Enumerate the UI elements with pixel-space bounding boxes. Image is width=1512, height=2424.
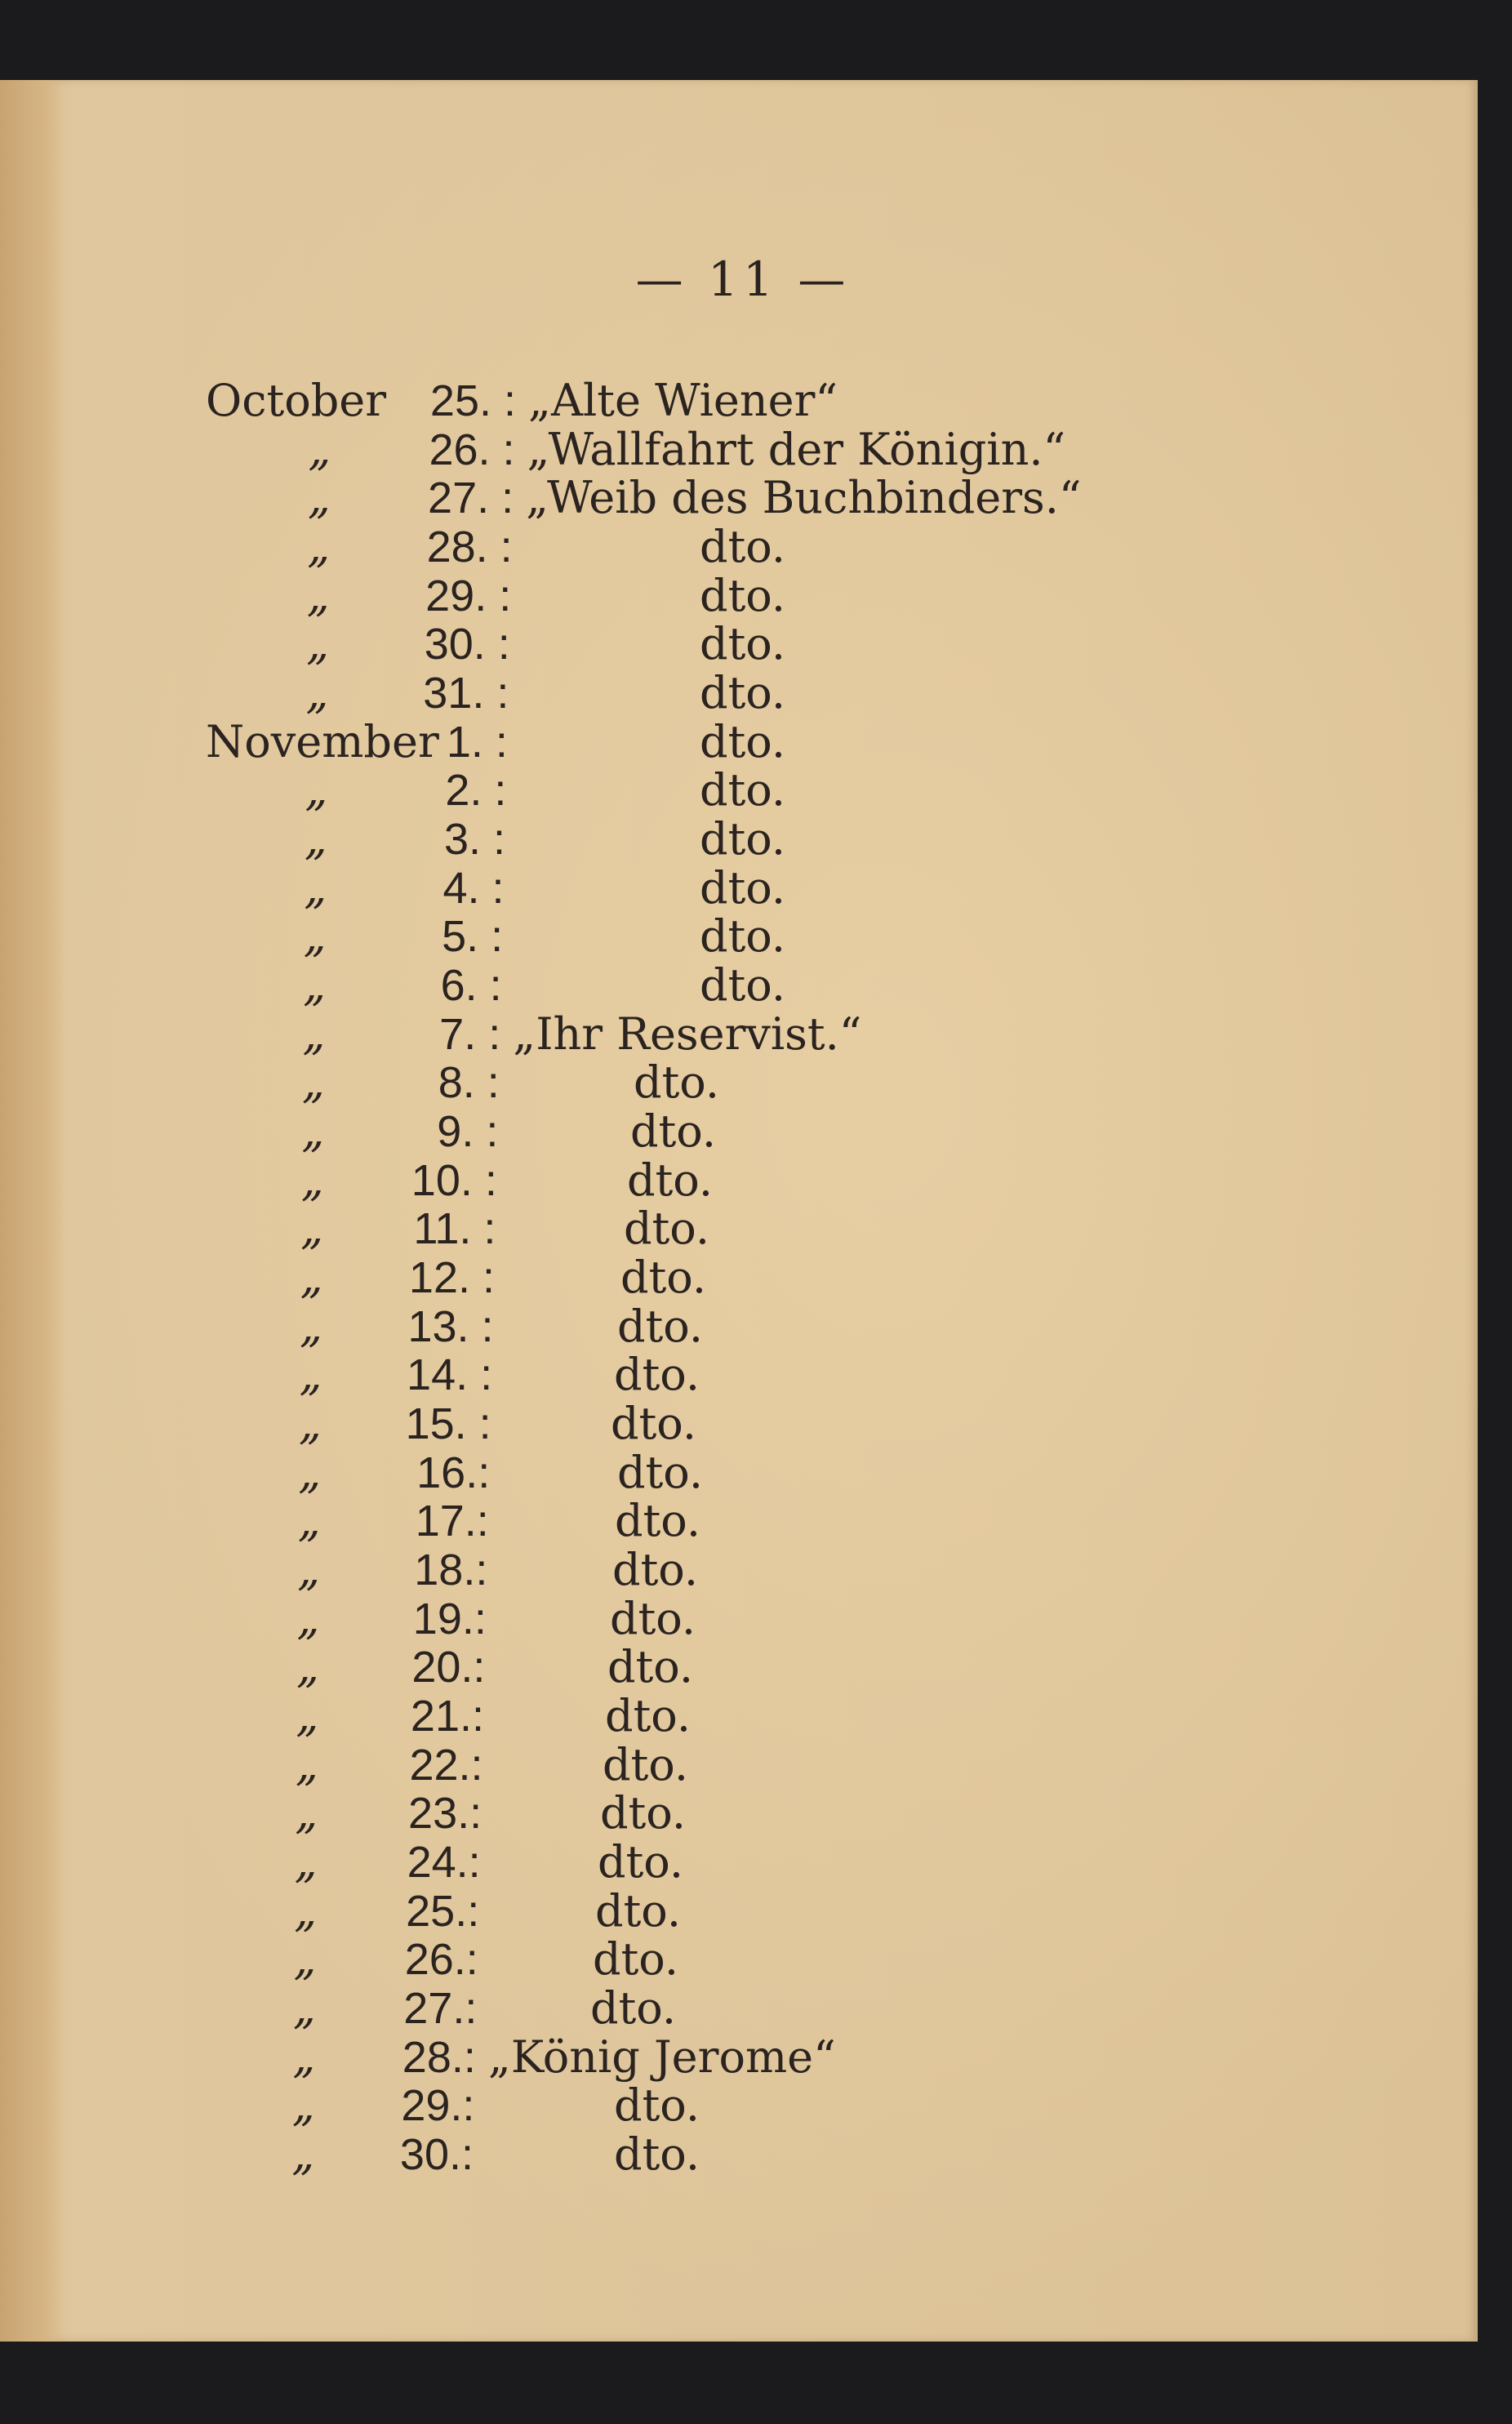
list-item [206,2128,1267,2180]
month-cell: „ [307,472,331,524]
day-cell: 20.: [411,1643,486,1692]
day-cell: 27. : [428,474,514,523]
page-number: — 11 — [635,251,851,307]
performance-title: „Weib des Buchbinders.“ [526,472,1082,524]
month-cell: „ [298,1398,322,1449]
day-cell: 4. : [442,863,505,913]
day-cell: 6. : [440,961,502,1010]
list-item [206,715,1267,767]
day-cell: 18.: [414,1546,488,1595]
performance-title: dto. [700,861,785,914]
day-cell: 28. : [426,523,513,572]
month-cell: „ [293,1933,317,1986]
performance-title: dto. [614,1349,700,1401]
day-cell: 14. : [407,1350,493,1400]
list-item [206,1254,1267,1301]
month-cell: „ [300,1300,322,1352]
day-cell: 13. : [407,1301,494,1351]
month-cell: „ [291,2128,315,2180]
day-cell: 10. : [411,1155,497,1205]
month-cell: „ [308,423,331,475]
month-cell: „ [301,1105,325,1157]
month-cell: „ [294,1884,318,1937]
day-cell: 30. : [424,620,510,669]
performance-title: dto. [614,2128,700,2180]
month-cell: October [206,375,387,426]
performance-title: dto. [700,715,785,767]
list-item [206,1497,1267,1545]
month-cell: „ [297,1544,321,1595]
list-item [206,523,1267,571]
performance-title: dto. [700,813,785,865]
list-item [206,669,1267,717]
day-cell: 29.: [401,2081,475,2131]
list-item [206,813,1267,865]
performance-title: „Alte Wiener“ [528,375,838,426]
month-cell: „ [306,569,330,621]
performance-title: dto. [700,618,785,670]
month-cell: „ [295,1738,318,1790]
performance-title: dto. [634,1056,719,1109]
day-cell: 24.: [407,1838,481,1887]
list-item [206,861,1267,914]
month-cell: „ [300,1154,324,1206]
performance-title: dto. [700,764,785,816]
list-item [206,620,1267,668]
list-item [206,1300,1267,1352]
performance-title: „Wallfahrt der Königin.“ [527,423,1066,475]
list-item [206,423,1267,475]
day-cell: 1. : [446,717,508,767]
performance-title: „Ihr Reservist.“ [513,1007,862,1060]
month-cell: November [206,715,439,767]
performance-title: dto. [603,1738,688,1790]
list-item [206,959,1267,1011]
list-item [206,474,1267,522]
list-item [206,1592,1267,1644]
day-cell: 2. : [445,766,507,816]
list-item [206,1203,1267,1255]
day-cell: 22.: [409,1740,483,1790]
list-item [206,2079,1267,2132]
month-cell: „ [295,1787,318,1839]
performance-title: dto. [615,1495,700,1547]
month-cell: „ [292,1982,316,2034]
performance-title: dto. [700,910,785,963]
month-cell: „ [300,1252,323,1303]
day-cell: 8. : [438,1058,500,1108]
performance-title: dto. [610,1592,696,1644]
list-item [206,1692,1267,1740]
list-item [206,1154,1267,1206]
list-item [206,910,1267,963]
month-cell: „ [298,1446,322,1498]
list-item [206,1884,1267,1937]
performance-title: dto. [700,959,785,1011]
performance-title: dto. [700,521,785,572]
day-cell: 26. : [429,425,515,474]
performance-title: dto. [700,569,785,621]
day-cell: 17.: [415,1497,489,1546]
list-item [206,1933,1267,1986]
day-cell: 19.: [412,1594,487,1643]
day-cell: 3. : [443,815,505,864]
day-cell: 31. : [423,669,509,718]
performance-title: „König Jerome“ [487,2030,836,2083]
day-cell: 28.: [402,2032,476,2082]
day-cell: 16.: [416,1448,491,1497]
performance-title: dto. [611,1398,696,1449]
list-item [206,1400,1267,1448]
performance-title: dto. [627,1154,713,1206]
performance-title: dto. [624,1203,709,1255]
list-item [206,1836,1267,1888]
day-cell: 25. : [429,376,516,425]
performance-title: dto. [605,1690,691,1741]
month-cell: „ [304,813,327,865]
day-cell: 11. : [413,1204,496,1254]
list-item [206,2030,1267,2083]
day-cell: 12. : [408,1253,495,1302]
month-cell: „ [305,667,329,718]
performance-title: dto. [617,1446,703,1498]
day-cell: 23.: [408,1789,483,1839]
day-cell: 26.: [404,1935,478,1985]
list-item [206,1105,1267,1157]
performance-title: dto. [607,1641,693,1693]
month-cell: „ [303,910,327,963]
performance-title: dto. [620,1252,706,1303]
day-cell: 21.: [410,1692,484,1741]
day-cell: 7. : [439,1009,501,1059]
list-item [206,764,1267,816]
day-cell: 5. : [442,912,504,962]
month-cell: „ [300,1203,324,1255]
day-cell: 9. : [437,1107,499,1156]
month-cell: „ [299,1349,322,1401]
performance-title: dto. [593,1933,678,1986]
month-cell: „ [294,1836,318,1888]
day-cell: 25.: [406,1886,480,1936]
day-cell: 27.: [403,1984,478,2033]
month-cell: „ [302,1007,326,1060]
performance-title: dto. [612,1544,698,1595]
performance-title: dto. [617,1300,703,1352]
month-cell: „ [301,1056,325,1109]
list-item [206,1643,1267,1691]
performance-title: dto. [600,1787,686,1839]
month-cell: „ [305,764,328,816]
list-item [206,1982,1267,2034]
month-cell: „ [296,1641,319,1693]
performance-title: dto. [595,1884,681,1937]
day-cell: 29. : [425,571,512,620]
list-item [206,1738,1267,1790]
month-cell: „ [303,959,327,1011]
month-cell: „ [296,1690,319,1741]
list-item [206,1351,1267,1399]
performance-title: dto. [630,1105,716,1157]
month-cell: „ [304,861,327,914]
list-item [206,569,1267,621]
performance-title: dto. [700,667,785,718]
list-item [206,1056,1267,1109]
month-cell: „ [297,1495,321,1547]
performance-title: dto. [614,2079,700,2132]
list-item [206,1446,1267,1498]
page-gutter [0,80,64,2342]
month-cell: „ [306,618,330,670]
list-item [206,377,1267,425]
month-cell: „ [307,521,331,572]
performance-title: dto. [598,1836,683,1888]
month-cell: „ [296,1592,320,1644]
day-cell: 15. : [405,1399,491,1448]
list-item [206,1546,1267,1594]
list-item [206,1787,1267,1839]
day-cell: 30.: [399,2130,474,2179]
month-cell: „ [291,2079,315,2132]
month-cell: „ [292,2030,316,2083]
list-item [206,1007,1267,1060]
performance-title: dto. [590,1982,676,2034]
